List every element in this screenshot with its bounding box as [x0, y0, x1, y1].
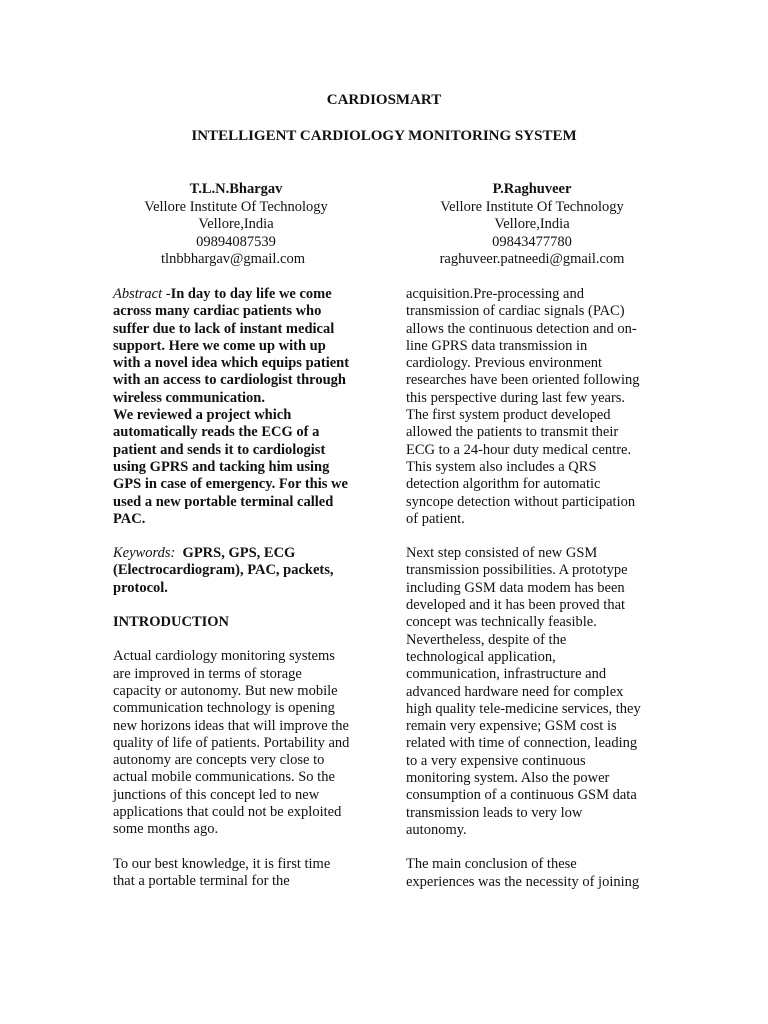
keywords-line: GPRS, GPS, ECG: [182, 545, 296, 562]
left-column: [113, 286, 363, 890]
abstract-line: with a novel idea which equips patient: [113, 355, 350, 372]
abstract-line: using GPRS and tacking him using: [113, 458, 330, 475]
text-line: to a very expensive continuous: [406, 752, 586, 769]
abstract-line: across many cardiac patients who: [113, 303, 322, 320]
text-line: The first system product developed: [406, 407, 611, 424]
abstract-line: with an access to cardiologist through: [113, 372, 346, 389]
abstract-line: support. Here we come up with up: [113, 337, 326, 354]
paper-title: CARDIOSMART: [326, 92, 442, 108]
keywords-line: protocol.: [113, 579, 168, 596]
author-name: P.Raghuveer: [492, 181, 572, 197]
text-line: allowed the patients to transmit their: [406, 424, 619, 441]
author-email: tlnbbhargav@gmail.com: [161, 251, 305, 267]
abstract-line: We reviewed a project which: [113, 407, 292, 424]
intro-paragraph-1: [113, 648, 363, 838]
keywords: [113, 545, 363, 597]
text-line: transmission possibilities. A prototype: [406, 562, 628, 579]
abstract-line: used a new portable terminal called: [113, 493, 334, 510]
text-line: developed and it has been proved that: [406, 597, 626, 614]
text-line: experiences was the necessity of joining: [406, 873, 640, 890]
author-email: raghuveer.patneedi@gmail.com: [439, 251, 625, 267]
text-line: that a portable terminal for the: [113, 872, 290, 889]
text-line: including GSM data modem has been: [406, 579, 625, 596]
text-line: Next step consisted of new GSM: [406, 545, 598, 562]
text-line: Actual cardiology monitoring systems: [113, 648, 335, 665]
text-line: are improved in terms of storage: [113, 665, 302, 682]
text-line: cardiology. Previous environment: [406, 355, 602, 372]
text-line: monitoring system. Also the power: [406, 770, 610, 787]
abstract-line: automatically reads the ECG of a: [113, 424, 320, 441]
text-line: allows the continuous detection and on-: [406, 320, 637, 337]
text-line: transmission leads to very low: [406, 804, 583, 821]
text-line: autonomy.: [406, 821, 467, 838]
introduction-heading: INTRODUCTION: [113, 614, 230, 631]
abstract-line: suffer due to lack of instant medical: [113, 320, 335, 337]
text-line: concept was technically feasible.: [406, 614, 597, 631]
abstract-line: GPS in case of emergency. For this we: [113, 476, 348, 493]
text-line: syncope detection without participation: [406, 493, 636, 510]
abstract-label: Abstract -: [113, 286, 171, 302]
text-line: advanced hardware need for complex: [406, 683, 624, 700]
right-paragraph-1: [406, 286, 654, 528]
paper-subtitle: INTELLIGENT CARDIOLOGY MONITORING SYSTEM: [191, 128, 577, 144]
text-line: To our best knowledge, it is first time: [113, 855, 331, 872]
text-line: new horizons ideas that will improve the: [113, 717, 349, 734]
text-line: acquisition.Pre-processing and: [406, 286, 584, 302]
text-line: Nevertheless, despite of the: [406, 631, 567, 648]
author-block-1: [86, 181, 386, 269]
text-line: quality of life of patients. Portability and: [113, 734, 350, 751]
right-paragraph-3: [406, 856, 654, 891]
right-column: [406, 286, 654, 891]
right-paragraph-2: [406, 545, 654, 839]
author-institute: Vellore Institute Of Technology: [440, 198, 624, 215]
author-phone: 09894087539: [196, 233, 276, 250]
abstract: [113, 286, 363, 528]
author-location: Vellore,India: [198, 216, 274, 232]
text-line: transmission of cardiac signals (PAC): [406, 303, 625, 320]
abstract-line: In day to day life we come: [170, 286, 332, 302]
text-line: line GPRS data transmission in: [406, 337, 588, 354]
author-institute: Vellore Institute Of Technology: [144, 198, 328, 215]
text-line: this perspective during last few years.: [406, 389, 626, 406]
text-line: detection algorithm for automatic: [406, 476, 601, 493]
text-line: communication technology is opening: [113, 700, 335, 717]
text-line: consumption of a continuous GSM data: [406, 787, 637, 804]
abstract-line: wireless communication.: [113, 389, 265, 406]
text-line: researches have been oriented following: [406, 372, 640, 389]
author-block-2: [382, 181, 682, 269]
keywords-line: (Electrocardiogram), PAC, packets,: [113, 562, 334, 579]
text-line: ECG to a 24-hour duty medical centre.: [406, 441, 632, 458]
text-line: technological application,: [406, 648, 556, 665]
text-line: high quality tele-medicine services, they: [406, 700, 641, 717]
text-line: some months ago.: [113, 821, 219, 838]
author-name: T.L.N.Bhargav: [189, 181, 283, 197]
text-line: This system also includes a QRS: [406, 458, 597, 475]
author-phone: 09843477780: [492, 233, 572, 250]
text-line: applications that could not be exploited: [113, 804, 342, 821]
text-line: actual mobile communications. So the: [113, 769, 335, 786]
abstract-line: PAC.: [113, 510, 146, 527]
text-line: of patient.: [406, 510, 465, 527]
text-line: The main conclusion of these: [406, 856, 577, 873]
text-line: capacity or autonomy. But new mobile: [113, 682, 338, 699]
intro-paragraph-2: [113, 856, 363, 891]
text-line: remain very expensive; GSM cost is: [406, 718, 617, 735]
text-line: junctions of this concept led to new: [113, 786, 320, 803]
keywords-label: Keywords:: [113, 545, 176, 562]
abstract-line: patient and sends it to cardiologist: [113, 441, 326, 458]
text-line: communication, infrastructure and: [406, 666, 607, 683]
author-location: Vellore,India: [494, 216, 570, 232]
text-line: related with time of connection, leading: [406, 735, 638, 752]
text-line: autonomy are concepts very close to: [113, 752, 325, 769]
